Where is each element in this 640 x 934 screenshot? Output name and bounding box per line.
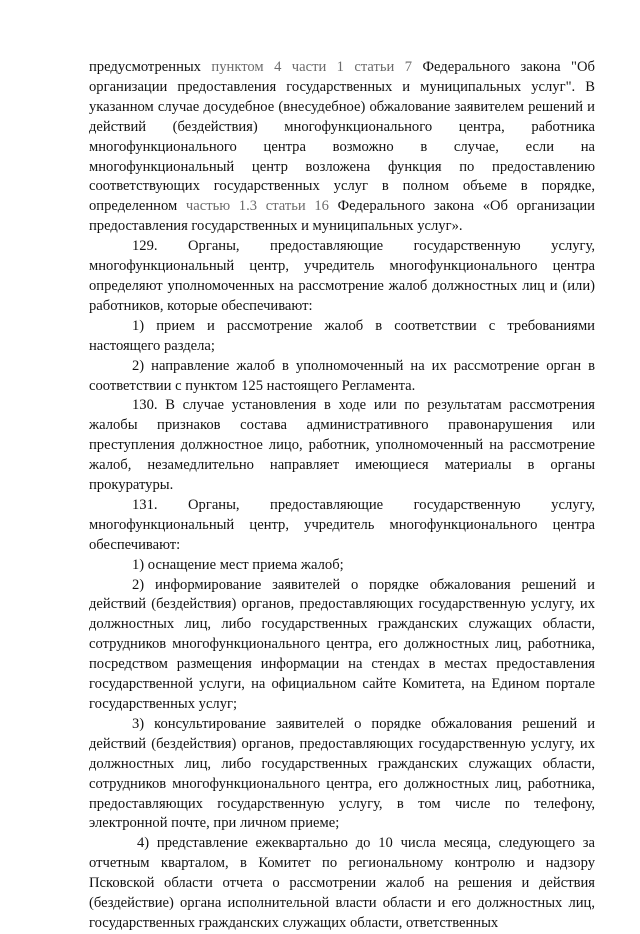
- paragraph-129: 129. Органы, предоставляющие государственную услугу, многофункциональный центр, учредитель многофункционального центра определяют уполномоченных на рассмотрение жалоб должностных лиц и (или) работников, которые обеспечивают:: [89, 238, 595, 314]
- paragraph-131-item-1: 1) оснащение мест приема жалоб;: [132, 556, 344, 573]
- paragraph-131-item-2: 2) информирование заявителей о порядке обжалования решений и действий (бездействия) органов, предоставляющих государственную услугу, их должностных лиц, либо государственных гражданских служащих области, сотрудников многофункционального центра, его должностных лиц, работника, посредством размещения информации на стендах в местах предоставления государственной услуги, на официальном сайте Комитета, на Едином портале государственных услуг;: [89, 576, 595, 712]
- paragraph-129-item-1: 1) прием и рассмотрение жалоб в соответствии с требованиями настоящего раздела;: [89, 317, 595, 354]
- paragraph-continuation: [89, 58, 595, 237]
- paragraph-131: 131. Органы, предоставляющие государственную услугу, многофункциональный центр, учредитель многофункционального центра обеспечивают:: [89, 496, 595, 553]
- document-page: [89, 58, 595, 934]
- text-run: Федерального закона "Об организации предоставления государственных и муниципальных услуг". В указанном случае досудебное (внесудебное) обжалование заявителем решений и действий (бездействия) многофункционального центра, работника многофункционального центра возможно в случае, если на многофункциональный центр возложена функция по предоставлению соответствующих государственных услуг в полном объеме в порядке, определенном: [89, 59, 595, 215]
- paragraph-130: 130. В случае установления в ходе или по результатам рассмотрения жалобы признаков состава административного правонарушения или преступления должностное лицо, работник, уполномоченный на рассмотрение жалоб, незамедлительно направляет имеющиеся материалы в органы прокуратуры.: [89, 397, 595, 494]
- law-reference-link: частью 1.3 статьи 16: [185, 198, 329, 215]
- text-run: предусмотренных: [89, 59, 212, 75]
- text-run: Федерального закона «Об организации предоставления государственных и муниципальных услуг».: [89, 198, 595, 235]
- paragraph-131-item-4: 4) представление ежеквартально до 10 числа месяца, следующего за отчетным кварталом, в Комитет по региональному контролю и надзору Псковской области отчета о рассмотрении жалоб на решения и действия (бездействие) органа исполнительной власти области и его должностных лиц, государственных гражданских служащих области, ответственных: [89, 835, 595, 931]
- paragraph-129-item-2: 2) направление жалоб в уполномоченный на их рассмотрение орган в соответствии с пунктом 125 настоящего Регламента.: [89, 357, 595, 394]
- paragraph-131-item-3: 3) консультирование заявителей о порядке обжалования решений и действий (бездействия) органов, предоставляющих государственную услугу, их должностных лиц, либо государственных гражданских служащих области, сотрудников многофункционального центра, его должностных лиц, работника, предоставляющих государственную услугу, в том числе по телефону, электронной почте, при личном приеме;: [89, 715, 595, 832]
- law-reference-link: пунктом 4 части 1 статьи 7: [211, 59, 413, 75]
